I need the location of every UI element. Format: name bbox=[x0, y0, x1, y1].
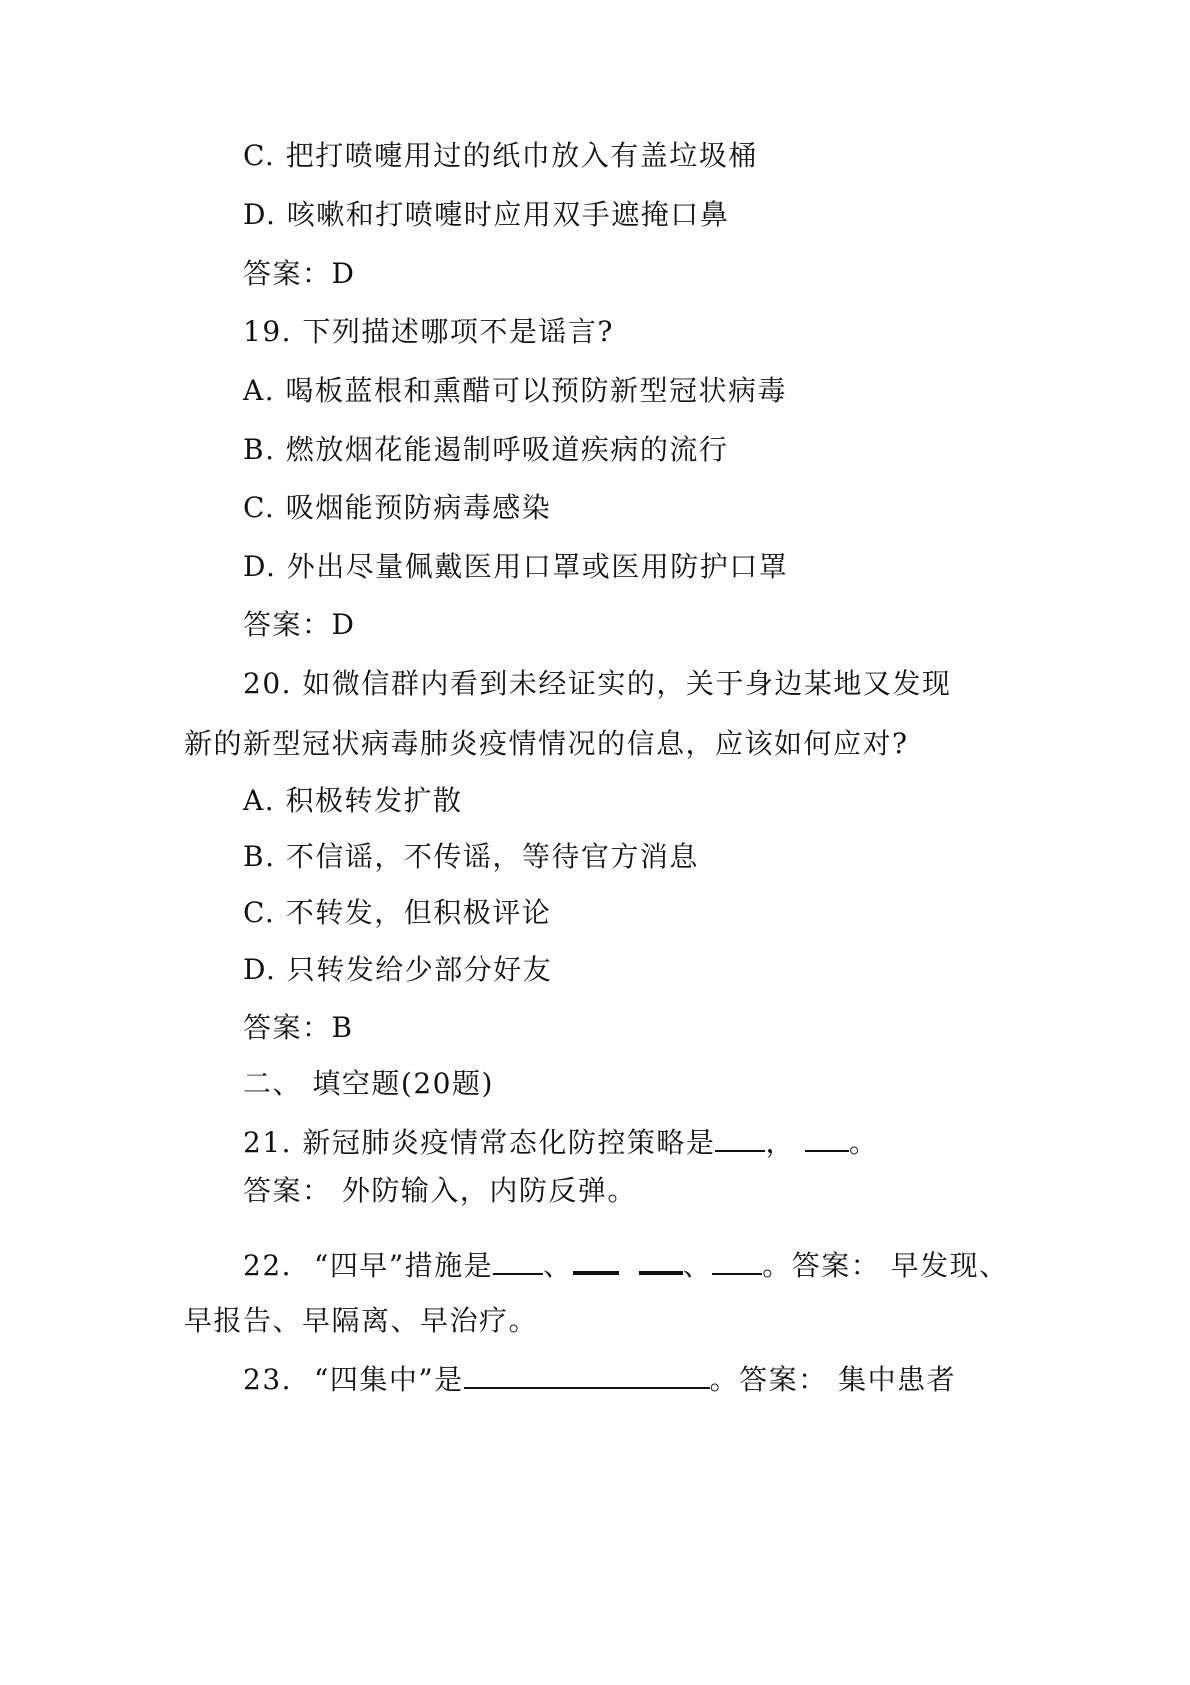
q21-answer: 答案： 外防输入，内防反弹。 bbox=[243, 1174, 637, 1207]
q22-question bbox=[243, 1245, 1009, 1283]
q20-answer: 答案：B bbox=[243, 1011, 354, 1044]
q21-question-text: 21. 新冠肺炎疫情常态化防控策略是 bbox=[243, 1126, 716, 1159]
q22-sep-1: 、 bbox=[543, 1249, 573, 1282]
q23-blank bbox=[464, 1361, 710, 1389]
q21-period: 。 bbox=[848, 1126, 879, 1159]
q22-blank-1 bbox=[493, 1247, 543, 1275]
q20-option-b: B. 不信谣，不传谣，等待官方消息 bbox=[243, 840, 699, 873]
q20-option-a: A. 积极转发扩散 bbox=[243, 784, 463, 817]
q22-answer-inline: 。答案： 早发现、 bbox=[762, 1249, 1009, 1282]
q22-answer-line2: 早报告、早隔离、早治疗。 bbox=[184, 1304, 539, 1337]
q19-answer: 答案：D bbox=[243, 608, 356, 641]
q21-comma: ， bbox=[765, 1126, 795, 1159]
q22-question-text: “四早”措施是 bbox=[314, 1249, 494, 1282]
q23-answer-inline: 。答案： 集中患者 bbox=[709, 1363, 957, 1396]
q20-question-line2: 新的新型冠状病毒肺炎疫情情况的信息，应该如何应对? bbox=[184, 727, 909, 760]
section-heading-fill-in: 二、 填空题(20题) bbox=[243, 1067, 494, 1100]
q22-blank-2 bbox=[573, 1245, 619, 1275]
q22-number: 22. bbox=[243, 1249, 293, 1282]
q19-option-d: D. 外出尽量佩戴医用口罩或医用防护口罩 bbox=[243, 550, 789, 583]
q19-option-c: C. 吸烟能预防病毒感染 bbox=[243, 491, 552, 524]
q22-sep-2: 、 bbox=[682, 1249, 713, 1282]
q23-question-text: “四集中”是 bbox=[314, 1363, 464, 1396]
q19-option-a: A. 喝板蓝根和熏醋可以预防新型冠状病毒 bbox=[243, 374, 788, 407]
q23-number: 23. bbox=[243, 1363, 293, 1396]
q18-option-c: C. 把打喷嚏用过的纸巾放入有盖垃圾桶 bbox=[243, 139, 758, 172]
q23-question bbox=[243, 1361, 956, 1397]
q18-answer: 答案：D bbox=[243, 257, 356, 290]
q20-question-line1: 20. 如微信群内看到未经证实的，关于身边某地又发现 bbox=[243, 667, 952, 700]
q21-blank-1 bbox=[715, 1124, 765, 1152]
q21-question bbox=[243, 1124, 878, 1160]
q19-option-b: B. 燃放烟花能遏制呼吸道疾病的流行 bbox=[243, 433, 729, 466]
q20-option-d: D. 只转发给少部分好友 bbox=[243, 953, 553, 986]
q22-blank-4 bbox=[712, 1247, 762, 1275]
q18-option-d: D. 咳嗽和打喷嚏时应用双手遮掩口鼻 bbox=[243, 198, 730, 231]
q22-blank-3 bbox=[639, 1245, 683, 1275]
q20-option-c: C. 不转发，但积极评论 bbox=[243, 896, 552, 929]
q19-question: 19. 下列描述哪项不是谣言? bbox=[243, 315, 614, 348]
q21-blank-2 bbox=[805, 1124, 849, 1152]
